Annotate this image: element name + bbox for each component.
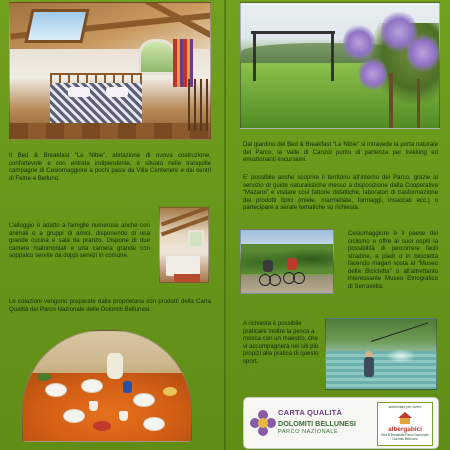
cyclist: [287, 258, 297, 270]
wisteria: [359, 55, 387, 93]
albergabici-tagline: ambientare per vivere: [388, 405, 422, 409]
fisherman: [364, 357, 374, 377]
plate: [63, 409, 85, 423]
rug: [174, 274, 200, 282]
bicycle-wheel: [293, 272, 305, 284]
albergabici-name: albergabici: [388, 426, 422, 433]
house-icon: [398, 412, 412, 424]
arched-window: [138, 39, 176, 75]
breakfast-text: Le colazioni vengono preparate dalla proprietaria con prodotti della Carta Qualità del Parco Nazionale delle Dolomiti Bellunesi.: [9, 298, 211, 313]
pillow: [106, 87, 128, 97]
fishing-text: A richiesta è possibile praticare inoltre la pesca a mosca con un maestro, che vi accompagnerà nei siti più propizi alla pratica di questo sport.: [243, 320, 319, 365]
tree-trunk: [417, 79, 420, 129]
cyclists-photo: [240, 229, 334, 294]
carta-qualita-title: CARTA QUALITÀ: [278, 408, 343, 417]
plate: [45, 383, 67, 397]
albergabici-logo: [377, 402, 433, 446]
carta-qualita-logo: [248, 404, 356, 446]
milk-jug: [107, 353, 123, 379]
river-water: [326, 351, 437, 390]
cycling-text: Cesiomaggiore è il paese del ciclismo e offre ai suoi ospiti la possibilità di percorrere facili stradine, a piedi o in bicicletta facendo magari sosta al “Museo della Bicicletta” o all’altrettanto interessante Museo Etnografico di Serravella.: [348, 230, 438, 290]
swing-frame: [251, 31, 335, 34]
column-divider: [224, 0, 226, 450]
skylight: [24, 9, 89, 43]
parco-nazionale-subtitle: PARCO NAZIONALE: [278, 429, 339, 435]
guides-text: E’ possibile anche scoprire il territorio all’interno del Parco, grazie al servizio di guide naturalistiche messo a disposizione dalla Cooperativa “Mazarol” e visitare così fattorie didattiche, laboratori di trasformazione dei prodotti tipici (miele, marmellate, formaggi, insaccati ecc.) o partecipare a serate tematiche su richiesta.: [243, 174, 438, 211]
dolomiti-bellunesi-title: DOLOMITI BELLUNESI: [278, 419, 356, 428]
stair-railing: [188, 79, 211, 131]
lodging-text: L’alloggio è adatto a famiglie numerose anche con animali o a gruppi di amici, disponendo di una grande cucina e sala da pranzo. Dispone di due camere matrimoniali e una camera grande con soppalco servite da doppi servizi in comune.: [9, 222, 150, 259]
plate: [143, 417, 165, 431]
flower-icon: [250, 410, 276, 436]
cup: [119, 411, 128, 421]
wisteria: [407, 31, 439, 75]
wooden-floor: [10, 123, 211, 140]
window: [188, 230, 204, 248]
plate: [133, 393, 155, 407]
intro-text: Il Bed & Breakfast “Le Nibie”, abitazione di nuova costruzione, confortevole e con entrata indipendente, è situato nelle tranquille campagne di Cesiomaggiore a pochi passi da Villa Centenere e dai centri di Feltre e Belluno.: [9, 152, 211, 182]
logos-panel: [243, 397, 439, 449]
water-spray: [386, 349, 416, 363]
salad-bowl: [37, 373, 51, 381]
garden-photo: [240, 2, 440, 129]
fly-fishing-photo: [325, 318, 437, 390]
orange-tablecloth: [23, 373, 192, 442]
bed: [166, 256, 200, 276]
swing-post: [253, 31, 256, 81]
swing-post: [331, 31, 334, 81]
bedroom-loft-photo: [159, 207, 209, 283]
bedroom-photo: [9, 2, 211, 140]
tree-trunk: [389, 73, 393, 129]
flower-center: [258, 418, 268, 428]
bicycle-wheel: [269, 274, 281, 286]
blue-bottle: [123, 381, 132, 393]
fishing-rod: [371, 322, 428, 341]
jam-dish: [93, 421, 111, 431]
cyclist: [263, 260, 273, 272]
cheese-plate: [163, 387, 177, 396]
cup: [89, 401, 98, 411]
breakfast-table-photo: [22, 330, 192, 442]
pillow: [68, 87, 90, 97]
garden-text: Dal giardino del Bed & Breakfast “Le Nibie” si intravede la porta naturale del Parco, la Valle di Canzoi punto di partenza per trekking ed emozionanti escursioni.: [243, 141, 438, 163]
house-wall: [400, 418, 410, 424]
albergabici-subtitle: Bed & Breakfast Parco Nazionale Dolomiti Bellunesi: [381, 433, 429, 441]
plate: [81, 379, 103, 393]
